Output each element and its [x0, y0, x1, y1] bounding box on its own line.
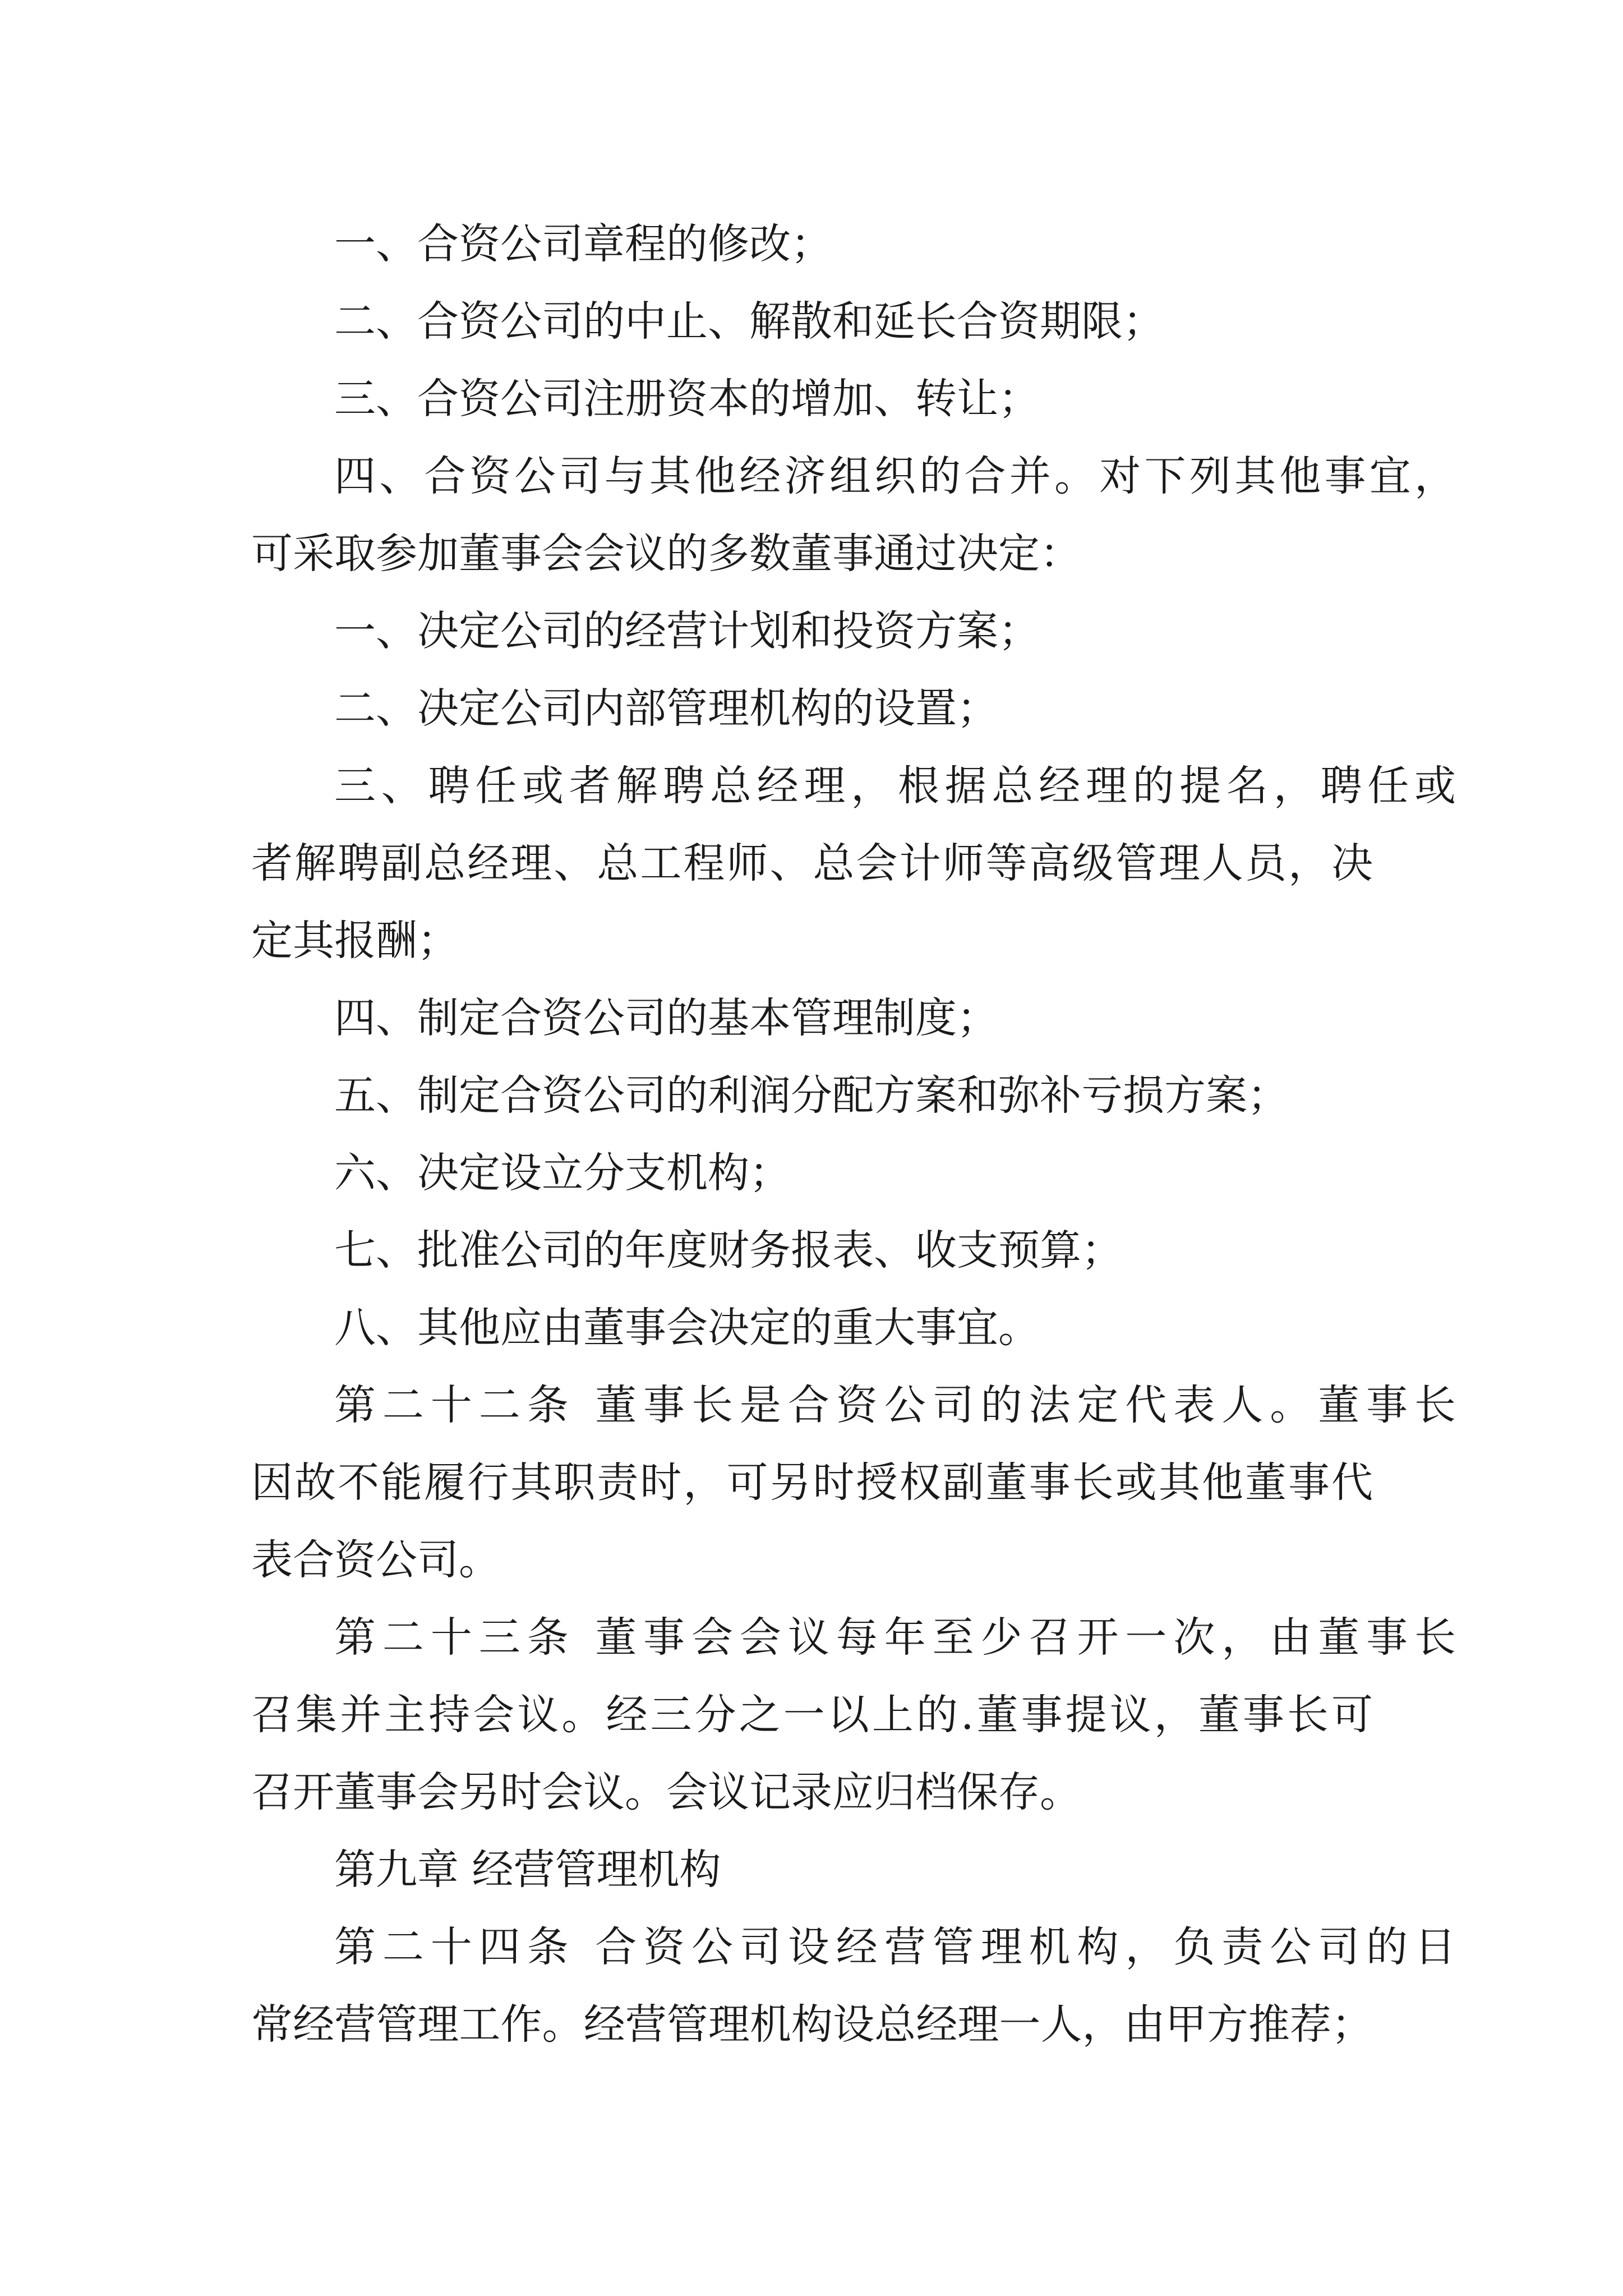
text-line: 三、合资公司注册资本的增加、转让；: [334, 375, 1040, 423]
text-line: 因故不能履行其职责时，可另时授权副董事长或其他董事代: [251, 1458, 1373, 1507]
text-line: 七、批准公司的年度财务报表、收支预算；: [334, 1226, 1123, 1274]
text-line: 召开董事会另时会议。会议记录应归档保存。: [251, 1768, 1081, 1816]
chapter-heading: 第九章 经营管理机构: [334, 1846, 721, 1894]
text-line: 六、决定设立分支机构；: [334, 1149, 791, 1197]
article-heading-line: 第二十二条 董事长是合资公司的法定代表人。董事长: [334, 1381, 1456, 1429]
text-line: 一、决定公司的经营计划和投资方案；: [334, 607, 1040, 655]
text-line: 一、合资公司章程的修改；: [334, 220, 832, 268]
text-line: 表合资公司。: [251, 1536, 500, 1584]
text-line: 二、决定公司内部管理机构的设置；: [334, 684, 998, 733]
text-line: 召集并主持会议。经三分之一以上的.董事提议，董事长可: [251, 1691, 1373, 1739]
text-line: 定其报酬；: [251, 917, 459, 965]
text-line: 二、合资公司的中止、解散和延长合资期限；: [334, 297, 1164, 346]
text-line: 可采取参加董事会会议的多数董事通过决定：: [251, 530, 1081, 578]
text-line: 八、其他应由董事会决定的重大事宜。: [334, 1304, 1040, 1352]
article-heading-line: 第二十三条 董事会会议每年至少召开一次，由董事长: [334, 1613, 1456, 1662]
text-line: 四、制定合资公司的基本管理制度；: [334, 994, 998, 1042]
text-line: 五、制定合资公司的利润分配方案和弥补亏损方案；: [334, 1071, 1289, 1120]
text-line: 者解聘副总经理、总工程师、总会计师等高级管理人员，决: [251, 839, 1373, 887]
text-line: 常经营管理工作。经营管理机构设总经理一人，由甲方推荐；: [251, 2000, 1373, 2049]
text-line: 四、合资公司与其他经济组织的合并。对下列其他事宜，: [334, 452, 1456, 500]
article-heading-line: 第二十四条 合资公司设经营管理机构，负责公司的日: [334, 1923, 1456, 1971]
text-line: 三、聘任或者解聘总经理，根据总经理的提名，聘任或: [334, 762, 1456, 810]
